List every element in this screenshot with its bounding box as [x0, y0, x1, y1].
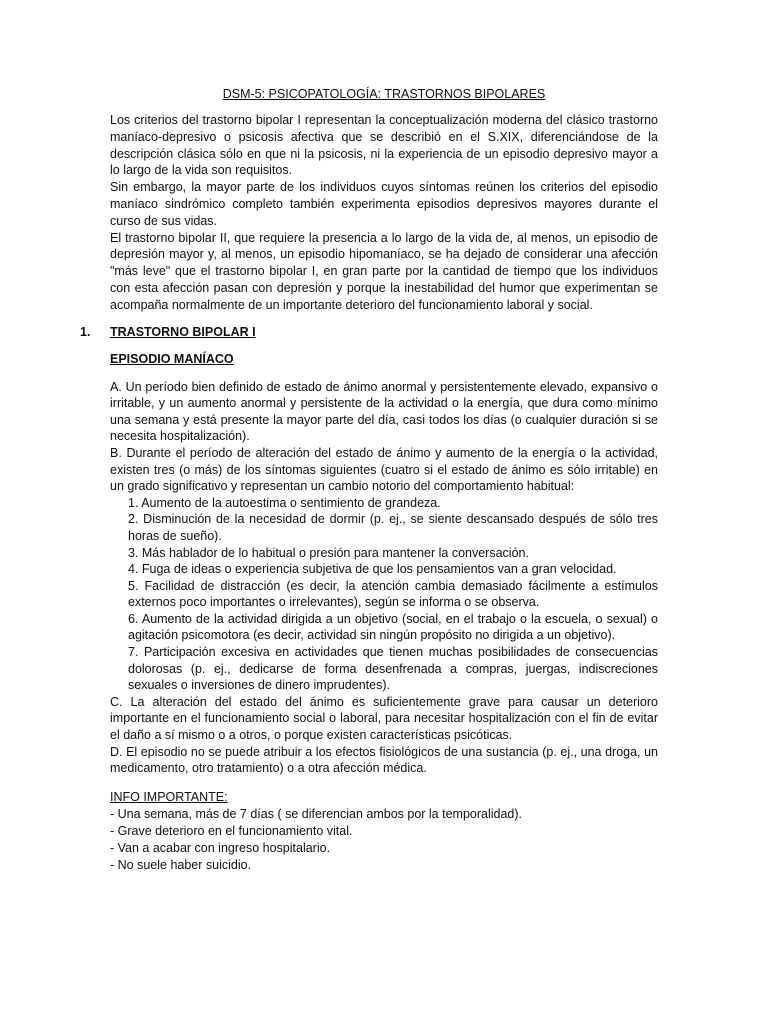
info-list	[110, 806, 658, 875]
info-heading: INFO IMPORTANTE:	[110, 789, 228, 804]
intro-paragraph: El trastorno bipolar II, que requiere la presencia a lo largo de la vida de, al menos, un episodio de depresión mayor y, al menos, un episodio hipomaníaco, se ha dejado de considerar una afección "más leve" que el trastorno bipolar I, en gran parte por la cantidad de tiempo que los individuos con esta afección pasan con depresión y porque la inestabilidad del humor que experimentan se acompaña normalmente de un importante deterioro del funcionamiento laboral y social.	[110, 230, 658, 312]
subheading: EPISODIO MANÍACO	[110, 351, 234, 366]
info-item: - No suele haber suicidio.	[110, 858, 252, 873]
symptom-list	[110, 495, 658, 694]
info-item: - Grave deterioro en el funcionamiento vital.	[110, 824, 353, 839]
section-number: 1.	[80, 324, 91, 339]
intro-paragraph: Los criterios del trastorno bipolar I representan la conceptualización moderna del clásico trastorno maníaco-depresivo o psicosis afectiva que se describió en el S.XIX, diferenciándose de la descripción clásica sólo en que ni la psicosis, ni la experiencia de un episodio depresivo mayor a lo largo de la vida son requisitos.	[110, 113, 658, 178]
symptom-item: 1. Aumento de la autoestima o sentimiento de grandeza.	[128, 495, 441, 510]
info-item: - Van a acabar con ingreso hospitalario.	[110, 841, 331, 856]
intro-paragraph: Sin embargo, la mayor parte de los individuos cuyos síntomas reúnen los criterios del episodio maníaco sindrómico completo también experimenta episodios depresivos mayores durante el curso de sus vidas.	[110, 180, 658, 228]
symptom-item: 3. Más hablador de lo habitual o presión para mantener la conversación.	[128, 545, 529, 560]
symptom-item: 6. Aumento de la actividad dirigida a un objetivo (social, en el trabajo o la escuela, o sexual) o agitación psicomotora (es decir, actividad sin ningún propósito no dirigida a un objetivo).	[128, 611, 658, 643]
intro-section	[110, 112, 658, 314]
page-title: DSM-5: PSICOPATOLOGÍA: TRASTORNOS BIPOLARES	[222, 87, 546, 101]
criterion-a: A. Un período bien definido de estado de ánimo anormal y persistentemente elevado, expansivo o irritable, y un aumento anormal y persistente de la actividad o la energía, que dura como mínimo una semana y está presente la mayor parte del día, casi todos los días (o cualquier duración si se necesita hospitalización).	[110, 379, 658, 444]
criterion-d: D. El episodio no se puede atribuir a los efectos fisiológicos de una sustancia (p. ej., una droga, un medicamento, otro tratamiento) o a otra afección médica.	[110, 744, 658, 776]
symptom-item: 2. Disminución de la necesidad de dormir (p. ej., se siente descansado después de sólo tres horas de sueño).	[128, 512, 658, 543]
symptom-item: 5. Facilidad de distracción (es decir, la atención cambia demasiado fácilmente a estímulos externos poco importantes o irrelevantes), según se informa o se observa.	[128, 578, 658, 610]
symptom-item: 4. Fuga de ideas o experiencia subjetiva de que los pensamientos van a gran velocidad.	[128, 562, 617, 577]
criterion-b: B. Durante el período de alteración del estado de ánimo y aumento de la energía o la actividad, existen tres (o más) de los síntomas siguientes (cuatro si el estado de ánimo es sólo irritable) en un grado significativo y representan un cambio notorio del comportamiento habitual:	[110, 445, 658, 494]
criteria-list	[110, 379, 658, 777]
criterion-c: C. La alteración del estado del ánimo es suficientemente grave para causar un deterioro importante en el funcionamiento social o laboral, para necesitar hospitalización con el fin de evitar el daño a sí mismo o a otros, o porque existen características psicóticas.	[110, 694, 658, 743]
section-title: TRASTORNO BIPOLAR I	[110, 324, 256, 339]
section-heading	[80, 323, 658, 341]
symptom-item: 7. Participación excesiva en actividades que tienen muchas posibilidades de consecuencias dolorosas (p. ej., dedicarse de forma desenfrenada a compras, juergas, indiscreciones sexuales o inversiones de dinero imprudentes).	[128, 645, 658, 693]
info-item: - Una semana, más de 7 días ( se diferencian ambos por la temporalidad).	[110, 806, 523, 821]
